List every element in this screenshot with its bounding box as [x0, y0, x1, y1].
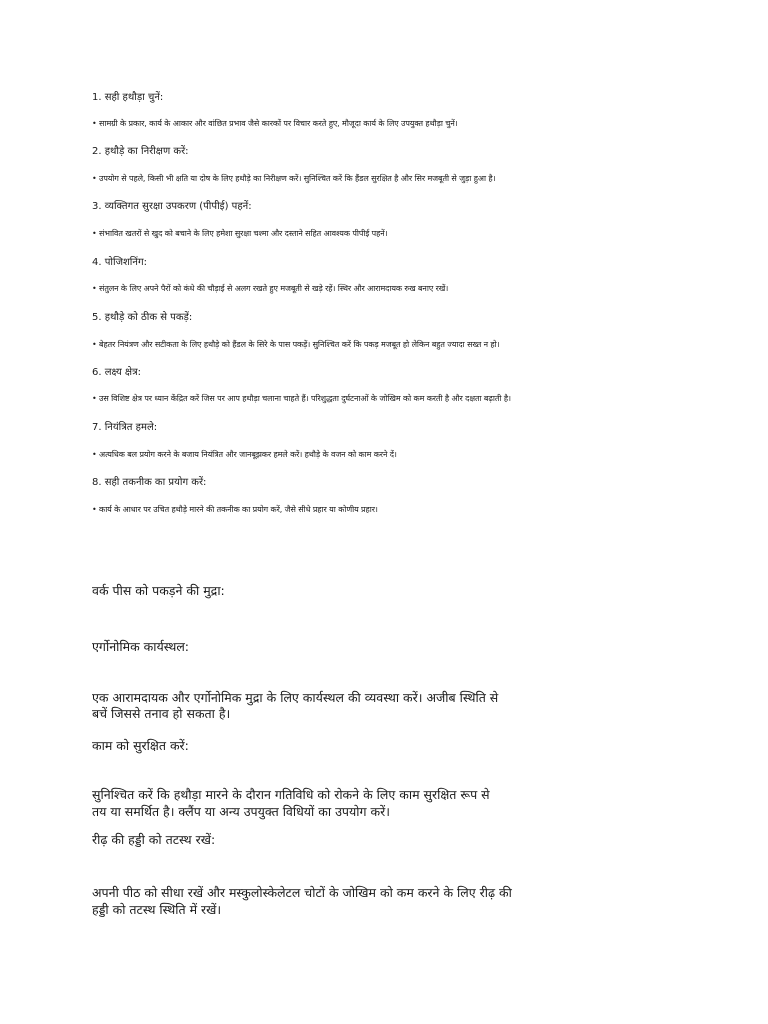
step-8-bullet: • कार्य के आधार पर उचित हथौड़े मारने की तकनीक का प्रयोग करें, जैसे सीधे प्रहार या कोणीय प्रहार। [92, 505, 378, 514]
paragraph-spine-line-2: हड्डी को तटस्थ स्थिति में रखें। [92, 902, 222, 917]
step-1-bullet: • सामग्री के प्रकार, कार्य के आकार और वांछित प्रभाव जैसे कारकों पर विचार करते हुए, मौजूदा कार्य के लिए उपयुक्त हथौड़ा चुनें। [92, 119, 458, 128]
paragraph-secure-line-2: तय या समर्थित है। क्लैंप या अन्य उपयुक्त विधियों का उपयोग करें। [92, 804, 390, 819]
step-1-heading: 1. सही हथौड़ा चुनें: [92, 92, 164, 103]
section-title-neutral-spine: रीढ़ की हड्डी को तटस्थ रखें: [92, 832, 216, 847]
paragraph-ergonomic-line-2: बचें जिससे तनाव हो सकता है। [92, 706, 231, 721]
step-2-heading: 2. हथौड़े का निरीक्षण करें: [92, 146, 189, 157]
step-5-heading: 5. हथौड़े को ठीक से पकड़ें: [92, 312, 193, 323]
section-title-ergonomic-workplace: एर्गोनोमिक कार्यस्थल: [92, 639, 190, 654]
step-7-heading: 7. नियंत्रित हमले: [92, 422, 158, 433]
section-title-secure-work: काम को सुरक्षित करें: [92, 738, 189, 753]
step-4-heading: 4. पोजिशनिंग: [92, 257, 147, 268]
step-3-heading: 3. व्यक्तिगत सुरक्षा उपकरण (पीपीई) पहनें: [92, 201, 252, 212]
step-4-bullet: • संतुलन के लिए अपने पैरों को कंधे की चौड़ाई से अलग रखते हुए मजबूती से खड़े रहें। स्थिर और आरामदायक रुख बनाए रखें। [92, 284, 449, 293]
section-title-workpiece-posture: वर्क पीस को पकड़ने की मुद्रा: [92, 583, 225, 598]
paragraph-ergonomic-line-1: एक आरामदायक और एर्गोनोमिक मुद्रा के लिए कार्यस्थल की व्यवस्था करें। अजीब स्थिति से [92, 690, 499, 705]
step-6-bullet: • उस विशिष्ट क्षेत्र पर ध्यान केंद्रित करें जिस पर आप हथौड़ा चलाना चाहते हैं। परिशुद्धता दुर्घटनाओं के जोखिम को कम करती है और दक्षता बढ़ाती है। [92, 394, 511, 403]
step-5-bullet: • बेहतर नियंत्रण और सटीकता के लिए हथौड़े को हैंडल के सिरे के पास पकड़ें। सुनिश्चित करें कि पकड़ मजबूत हो लेकिन बहुत ज्यादा सख्त न हो। [92, 340, 500, 349]
step-3-bullet: • संभावित खतरों से खुद को बचाने के लिए हमेशा सुरक्षा चश्मा और दस्ताने सहित आवश्यक पीपीई पहनें। [92, 229, 388, 238]
step-8-heading: 8. सही तकनीक का प्रयोग करें: [92, 477, 207, 488]
step-7-bullet: • अत्यधिक बल प्रयोग करने के बजाय नियंत्रित और जानबूझकर हमले करें। हथौड़े के वजन को काम करने दें। [92, 450, 397, 459]
step-6-heading: 6. लक्ष्य क्षेत्र: [92, 367, 141, 378]
paragraph-secure-line-1: सुनिश्चित करें कि हथौड़ा मारने के दौरान गतिविधि को रोकने के लिए काम सुरक्षित रूप से [92, 787, 490, 802]
paragraph-spine-line-1: अपनी पीठ को सीधा रखें और मस्कुलोस्केलेटल चोटों के जोखिम को कम करने के लिए रीढ़ की [92, 885, 512, 900]
step-2-bullet: • उपयोग से पहले, किसी भी क्षति या दोष के लिए हथौड़े का निरीक्षण करें। सुनिश्चित करें कि हैंडल सुरक्षित है और सिर मजबूती से जुड़ा हुआ है। [92, 174, 496, 183]
